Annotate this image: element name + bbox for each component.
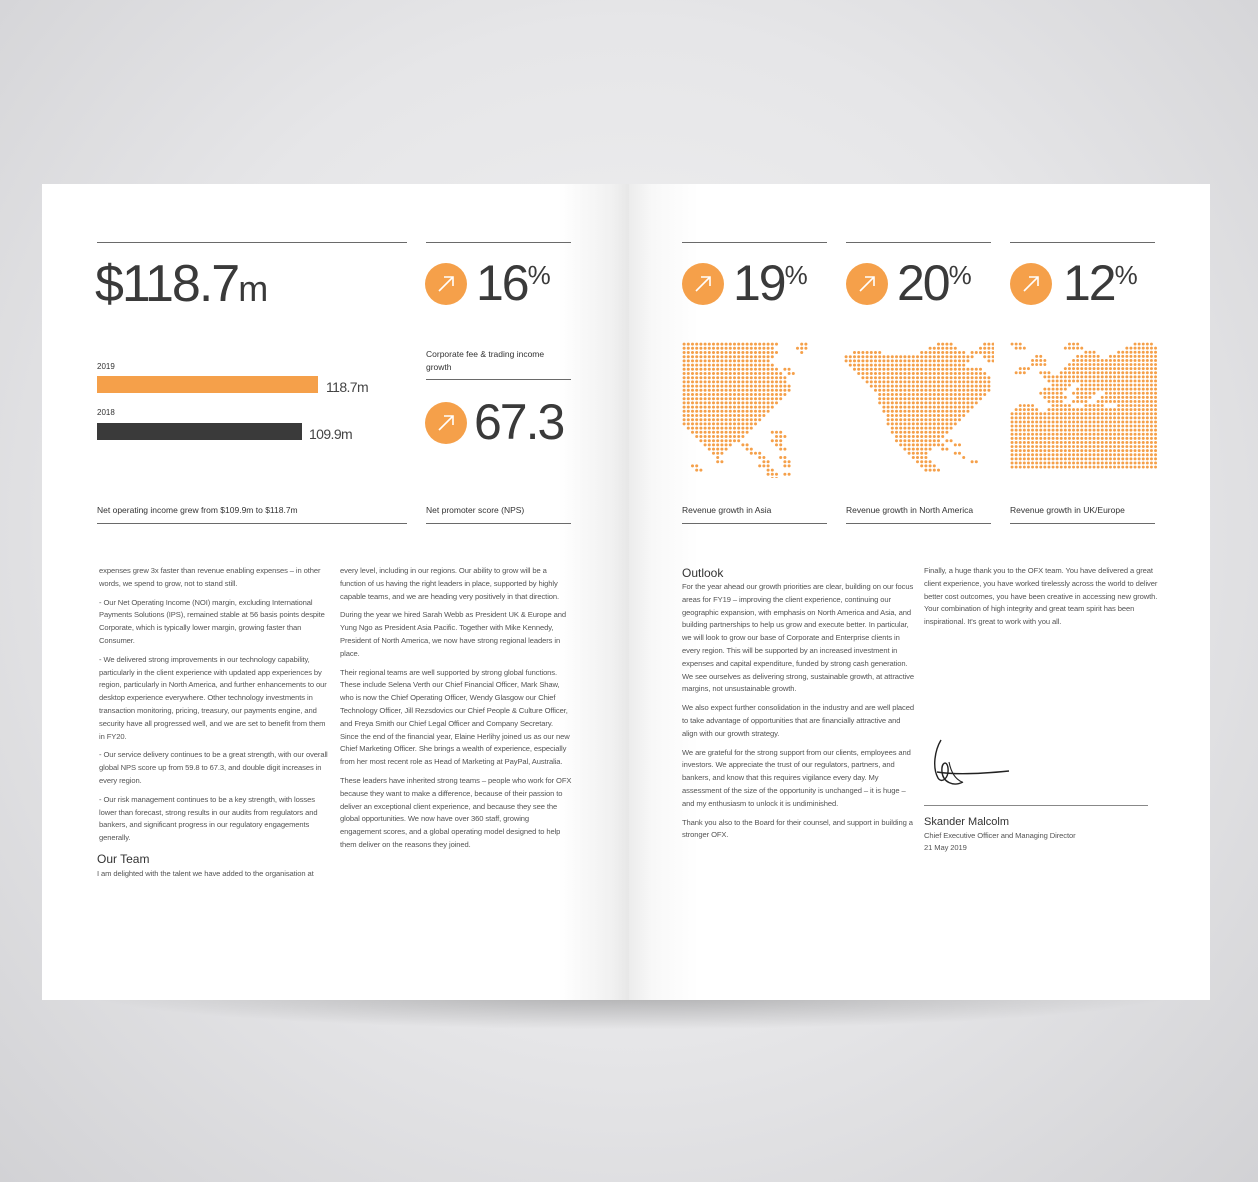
na-stat-unit: % — [948, 260, 972, 290]
paragraph: We are grateful for the strong support from our clients, employees and investors. We appreciate the trust of our regulators, partners, and bankers, and know that this requires vigilance every day. My assessment of the size of the opportunity is unchanged – it is huge – and my enthusiasm to unlock it is undiminished. — [682, 747, 911, 808]
nps-stat-caption: Net promoter score (NPS) — [426, 505, 525, 515]
headline-number: $118.7 — [95, 255, 239, 313]
paragraph: During the year we hired Sarah Webb as President UK & Europe and Yung Ngo as President Asia Pacific. Together with Mike Kennedy, President of North America, we now have strong regional leaders in place. — [340, 610, 567, 658]
outlook-heading: Outlook — [682, 566, 724, 580]
signature-rule — [924, 805, 1148, 806]
arrow-up-right-icon — [846, 263, 888, 305]
paragraph: - Our service delivery continues to be a great strength, with our overall global NPS score up from 59.8 to 67.3, and double digit increases in every region. — [99, 750, 328, 785]
right-column-2 — [924, 565, 1158, 635]
paragraph: - Our risk management continues to be a key strength, with losses lower than forecast, strong results in our audits from regulators and bankers, and significant progress in our regulatory engagements generally. — [99, 794, 318, 843]
nps-stat-value: 67.3 — [474, 394, 564, 450]
arrow-up-right-icon — [425, 263, 467, 305]
paragraph: We also expect further consolidation in the industry and are well placed to take advantage of opportunities that are financially attractive and align with our growth strategy. — [682, 703, 914, 738]
paragraph: - We delivered strong improvements in our technology capability, particularly in the client experience with updated app experiences by region, particularly in North America, and further enhancements to our desktop experience everywhere. Other technology investments in transaction monitoring, pricing, treasury, our payments engine, and security have all progressed well, and we are set to benefit from them in FY20. — [99, 654, 327, 741]
bar-year-2019: 2019 — [97, 362, 115, 371]
headline-figure — [95, 255, 268, 313]
signature-date: 21 May 2019 — [924, 843, 967, 852]
asia-rule-top — [682, 242, 827, 243]
na-rule-top — [846, 242, 991, 243]
corporate-stat-value: 16 — [476, 255, 528, 311]
paragraph: For the year ahead our growth priorities are clear, building on our focus areas for FY19 – improving the client experience, continuing our geographic expansion, with emphasis on North America and Asia, and building partnerships to help us grow and execute better. In particular, we will look to grow our base of Corporate and Enterprise clients in every region. This will be supported by an increased investment in expenses and capital expenditure, funded by strong cash generation. We see ourselves as delivering strong, sustainable growth, at attractive margins, not unsustainable growth. — [682, 582, 914, 694]
paragraph: - Our Net Operating Income (NOI) margin, excluding International Payments Solutions (IPS), remained stable at 56 basis points despite Corporate, which is typically lower margin, growing faster than Consumer. — [99, 597, 325, 645]
na-stat-value: 20 — [897, 255, 949, 311]
headline-unit: m — [238, 268, 268, 309]
paragraph: Their regional teams are well supported by strong global functions. These include Selena Verth our Chief Financial Officer, Mark Shaw, who is now the Chief Operating Officer, Wendy Glasgow our Chief Technology Officer, Jill Rezsdovics our Chief People & Culture Officer, and Freya Smith our Chief Legal Officer and Company Secretary. Since the end of the financial year, Elaine Herlihy joined us as our new Chief Marketing Officer. She brings a wealth of experience, especially from her most recent role as Head of Marketing at PayPal, Australia. — [340, 667, 570, 767]
nps-arrow-circle — [425, 402, 467, 444]
corporate-stat-caption: Corporate fee & trading income growth — [426, 349, 545, 372]
paragraph: These leaders have inherited strong teams – people who work for OFX because they want to make a difference, because of their passion to deliver an exceptional client experience, and because they see the global opportunities. We now have over 360 staff, growing engagement scores, and a global operating model designed to help them deliver on the reasons they joined. — [340, 775, 572, 849]
arrow-up-right-icon — [682, 263, 724, 305]
top-rule — [97, 242, 407, 243]
bar-2019-label: 118.7m — [326, 379, 369, 395]
na-arrow-circle — [846, 263, 888, 305]
eu-stat-unit: % — [1114, 260, 1138, 290]
arrow-up-right-icon — [425, 402, 467, 444]
asia-stat-value: 19 — [733, 255, 785, 311]
bar-2018-label: 109.9m — [309, 426, 353, 442]
europe-dot-map — [1010, 342, 1158, 478]
stat-rule-top — [426, 242, 571, 243]
eu-stat — [1063, 255, 1138, 311]
bar-chart-bottom-rule — [97, 523, 407, 524]
right-column-1 — [682, 581, 914, 848]
signatory-name: Skander Malcolm — [924, 816, 1009, 828]
asia-caption: Revenue growth in Asia — [682, 505, 772, 515]
bar-chart-caption: Net operating income grew from $109.9m to $118.7m — [97, 505, 298, 515]
na-rule-bottom — [846, 523, 991, 524]
north-america-dot-map — [844, 342, 994, 478]
eu-rule-bottom — [1010, 523, 1155, 524]
bar-year-2018: 2018 — [97, 408, 115, 417]
signatory-title: Chief Executive Officer and Managing Director — [924, 831, 1076, 840]
asia-dot-map — [682, 342, 810, 478]
bar-2019 — [97, 376, 318, 393]
bar-2018 — [97, 423, 302, 440]
left-column-2 — [340, 565, 572, 858]
stat-rule-mid — [426, 379, 571, 380]
our-team-heading: Our Team — [97, 852, 150, 866]
corporate-arrow-circle — [425, 263, 467, 305]
eu-stat-value: 12 — [1063, 255, 1115, 311]
corporate-stat — [476, 255, 551, 311]
asia-rule-bottom — [682, 523, 827, 524]
left-column-1 — [99, 565, 331, 851]
corporate-stat-unit: % — [527, 260, 551, 290]
arrow-up-right-icon — [1010, 263, 1052, 305]
nps-bottom-rule — [426, 523, 571, 524]
asia-arrow-circle — [682, 263, 724, 305]
eu-caption: Revenue growth in UK/Europe — [1010, 505, 1125, 515]
na-stat — [897, 255, 972, 311]
paragraph: Thank you also to the Board for their counsel, and support in building a stronger OFX. — [682, 817, 913, 840]
nps-stat — [474, 394, 564, 450]
paragraph: every level, including in our regions. Our ability to grow will be a function of us having the right leaders in place, supported by highly capable teams, and we are heading very positively in that direction. — [340, 566, 560, 601]
asia-stat — [733, 255, 808, 311]
left-page — [42, 184, 629, 1000]
eu-arrow-circle — [1010, 263, 1052, 305]
eu-rule-top — [1010, 242, 1155, 243]
na-caption: Revenue growth in North America — [846, 505, 974, 515]
asia-stat-unit: % — [784, 260, 808, 290]
paragraph: expenses grew 3x faster than revenue enabling expenses – in other words, we spend to grow, not to stand still. — [99, 566, 321, 588]
right-page — [629, 184, 1210, 1000]
our-team-intro: I am delighted with the talent we have added to the organisation at — [97, 869, 314, 878]
handwritten-signature — [929, 732, 1019, 797]
paragraph: Finally, a huge thank you to the OFX team. You have delivered a great client experience, you have worked tirelessly across the world to deliver better cost outcomes, you have been creative in accessing new growth. Your combination of high integrity and great team spirit has been inspirational. It's great to work with you all. — [924, 566, 1158, 627]
